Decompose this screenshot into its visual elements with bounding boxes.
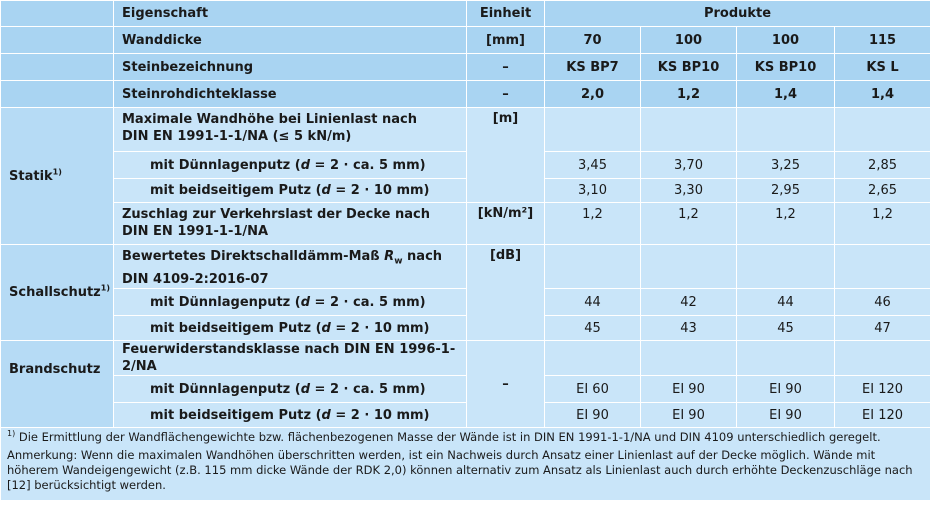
cell-value: EI 90 [545,403,641,428]
label-line: Zuschlag zur Verkehrslast der Decke nach [122,207,431,222]
empty-cell [835,108,930,152]
row-label [114,179,467,203]
empty-cell [737,245,835,289]
row-wanddicke [1,27,930,54]
row-label [114,403,467,428]
row-unit: [kN/m²] [467,203,545,245]
row-steinbezeichnung [1,54,930,81]
cell-value: 3,25 [737,152,835,179]
row-brand-beid [1,403,930,428]
row-unit: [mm] [467,27,545,54]
row-label [114,108,467,152]
label-part: = 2 · 10 mm) [330,407,430,423]
cell-value: 1,2 [545,203,641,245]
row-label [114,203,467,245]
cell-value: EI 120 [835,376,930,403]
cell-value: 115 [835,27,930,54]
label-line: DIN EN 1991-1-1/NA ( [122,129,279,144]
cell-value: 70 [545,27,641,54]
empty-cell [641,108,737,152]
cell-value: KS BP10 [641,54,737,81]
cell-value: 2,85 [835,152,930,179]
row-unit: – [467,341,545,428]
row-unit: [dB] [467,245,545,341]
row-schall-beid [1,316,930,341]
cell-value: 2,0 [545,81,641,108]
row-statik-beid [1,179,930,203]
cell-value: 100 [641,27,737,54]
row-schall-duenn [1,289,930,316]
row-zuschlag [1,203,930,245]
cell-value: 45 [737,316,835,341]
empty-cell [545,108,641,152]
empty-cell [641,245,737,289]
cell-value: 45 [545,316,641,341]
label-r: R [384,249,395,264]
footnote-row [1,428,930,501]
label-line: 5 kN/m) [289,129,352,144]
label-part: mit beidseitigem Putz ( [150,407,322,423]
cell-value: EI 90 [737,376,835,403]
cell-value: KS L [835,54,930,81]
label-line: DIN EN 1991-1-1/NA [122,224,269,239]
footnote-mark: 1) [100,283,110,293]
row-label: Steinrohdichteklasse [114,81,467,108]
label-part: = 2 · 10 mm) [330,320,430,336]
category-schallschutz [1,245,114,341]
row-label: Steinbezeichnung [114,54,467,81]
cell-value: 3,10 [545,179,641,203]
label-part: = 2 · ca. 5 mm) [310,381,426,397]
row-statik-duenn [1,152,930,179]
cell-value: EI 90 [737,403,835,428]
le-symbol: ≤ [278,129,290,144]
cell-value: EI 60 [545,376,641,403]
cell-value: 46 [835,289,930,316]
label-d: d [300,381,311,397]
row-schalldaemm [1,245,930,289]
label-part: mit Dünnlagenputz ( [150,157,301,173]
label-part: = 2 · ca. 5 mm) [310,294,426,310]
empty-cell [737,108,835,152]
row-label [114,245,467,289]
row-unit: – [467,54,545,81]
category-label: Statik [9,168,53,184]
row-label [114,289,467,316]
header-eigenschaft: Eigenschaft [114,1,467,27]
row-brand-duenn [1,376,930,403]
label-line: nach [402,249,443,264]
row-unit: – [467,81,545,108]
label-part: mit Dünnlagenputz ( [150,381,301,397]
cell-value: KS BP7 [545,54,641,81]
header-empty-cell [1,54,114,81]
label-d: d [321,183,331,198]
cell-value: 1,2 [641,203,737,245]
header-empty-cell [1,27,114,54]
empty-cell [835,245,930,289]
row-wandhoehe [1,108,930,152]
footnote-mark: 1) [7,429,16,439]
label-line: Bewertetes Direktschalldämm-Maß [122,249,385,264]
footnote-anmerkung: Anmerkung: Wenn die maximalen Wandhöhen überschritten werden, ist ein Nachweis durch Ansatz einer Linienlast auf der Decke möglich. Wände mit höherem Wandeigengewicht (z.B. 115 mm dicke Wände der RDK 2,0) können alternativ zum Ansatz als Linienlast auch durch erhöhte Deckenzuschläge nach [12] berücksichtigt werden. [7,448,913,492]
cell-value: 43 [641,316,737,341]
label-part: = 2 · ca. 5 mm) [310,157,426,173]
cell-value: EI 90 [641,403,737,428]
row-label: Wanddicke [114,27,467,54]
category-label: Schallschutz [9,285,101,300]
row-label: Feuerwiderstandsklasse nach DIN EN 1996-1-2/NA [114,341,467,376]
empty-cell [737,341,835,376]
label-d: d [321,407,331,423]
header-row [1,1,930,27]
cell-value: 3,30 [641,179,737,203]
empty-cell [545,245,641,289]
empty-cell [641,341,737,376]
category-brandschutz: Brandschutz [1,341,114,428]
cell-value: 44 [737,289,835,316]
cell-value: KS BP10 [737,54,835,81]
footnotes [1,428,930,501]
row-label [114,376,467,403]
label-w: w [394,256,403,267]
cell-value: 2,65 [835,179,930,203]
cell-value: 1,4 [737,81,835,108]
cell-value: 44 [545,289,641,316]
label-part: mit Dünnlagenputz ( [150,294,301,310]
cell-value: 1,2 [835,203,930,245]
footnote-mark: 1) [52,167,62,177]
row-feuerwiderstand [1,341,930,376]
cell-value: 3,45 [545,152,641,179]
empty-cell [545,341,641,376]
category-statik [1,108,114,245]
row-steinrohdichteklasse [1,81,930,108]
header-empty-cell [1,81,114,108]
cell-value: 1,4 [835,81,930,108]
label-line: Maximale Wandhöhe bei Linienlast nach [122,112,417,127]
label-d: d [300,294,311,310]
cell-value: 3,70 [641,152,737,179]
cell-value: 100 [737,27,835,54]
cell-value: 1,2 [737,203,835,245]
cell-value: 47 [835,316,930,341]
cell-value: 1,2 [641,81,737,108]
row-label [114,316,467,341]
cell-value: 42 [641,289,737,316]
empty-cell [835,341,930,376]
label-part: = 2 · 10 mm) [330,183,430,198]
label-part: mit beidseitigem Putz ( [150,183,322,198]
row-label [114,152,467,179]
label-part: mit beidseitigem Putz ( [150,320,322,336]
label-d: d [321,320,331,336]
row-unit: [m] [467,108,545,203]
cell-value: 2,95 [737,179,835,203]
label-line: DIN 4109-2:2016-07 [122,271,269,287]
header-empty-cell [1,1,114,27]
footnote-text: Die Ermittlung der Wandflächengewichte bzw. flächenbezogenen Masse der Wände ist in DIN EN 1991-1-1/NA und DIN 4109 unterschiedlich geregelt. [15,430,881,444]
cell-value: EI 90 [641,376,737,403]
footnote-1 [7,430,924,445]
label-d: d [300,157,311,173]
cell-value: EI 120 [835,403,930,428]
header-einheit: Einheit [467,1,545,27]
header-produkte: Produkte [545,1,930,27]
